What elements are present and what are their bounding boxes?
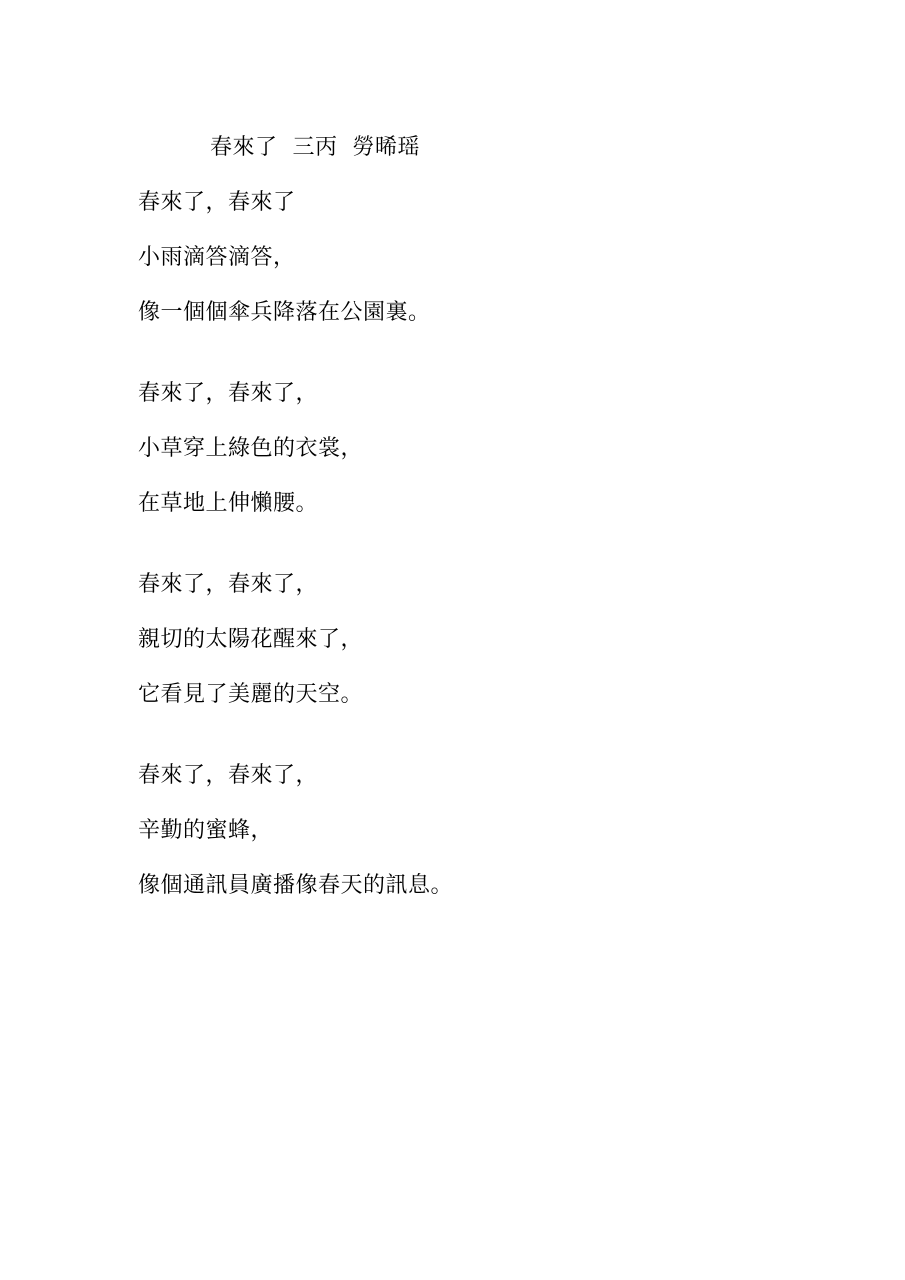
poem-line: 親切的太陽花醒來了， — [138, 627, 364, 652]
poem-line: 春來了，春來了， — [138, 381, 319, 406]
poem-stanza-3 — [138, 570, 363, 710]
poem-line: 春來了，春來了 — [138, 190, 296, 215]
poem-line: 小雨滴答滴答， — [138, 245, 296, 270]
poem-line: 在草地上伸懶腰。 — [138, 491, 319, 516]
poem-line: 它看見了美麗的天空。 — [138, 682, 364, 707]
poem-title-line: 春來了 三丙 勞晞瑶 — [210, 135, 420, 160]
poem-line: 春來了，春來了， — [138, 763, 319, 788]
poem-line: 像個通訊員廣播像春天的訊息。 — [138, 873, 454, 898]
poem-stanza-1 — [138, 188, 431, 328]
poem-line: 辛勤的蜜蜂， — [138, 818, 274, 843]
poem-stanza-4 — [138, 761, 453, 901]
poem-stanza-2 — [138, 379, 363, 519]
poem-line: 小草穿上綠色的衣裳， — [138, 436, 364, 461]
poem-line: 春來了，春來了， — [138, 572, 319, 597]
poem-line: 像一個個傘兵降落在公園裏。 — [138, 300, 431, 325]
